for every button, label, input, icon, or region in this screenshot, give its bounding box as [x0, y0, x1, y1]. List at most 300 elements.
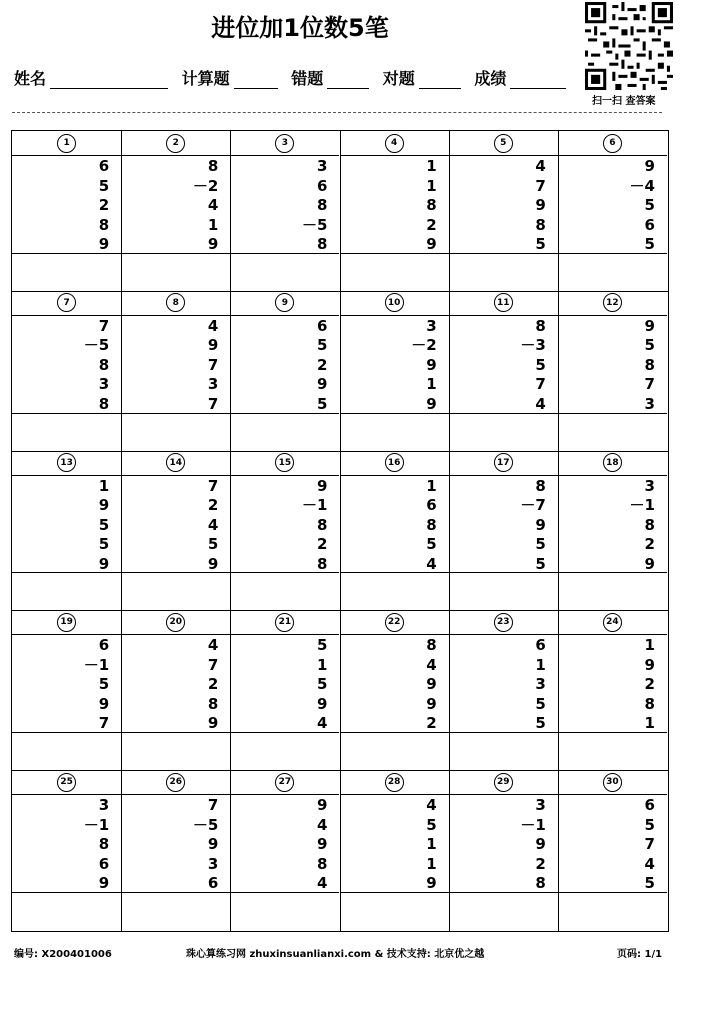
problem-number: 24 [603, 613, 622, 632]
problem-numbers [99, 477, 109, 575]
addend: 8 [98, 215, 110, 234]
addend: 9 [98, 694, 110, 713]
addend: 7 [207, 476, 219, 495]
addend: 5 [317, 675, 328, 694]
addend: －3 [520, 336, 546, 355]
addend: 4 [535, 394, 546, 413]
problem-card [230, 610, 339, 770]
problem-header [230, 291, 339, 316]
addend: －5 [302, 215, 328, 234]
answer-box[interactable] [230, 572, 339, 610]
addend: 1 [207, 215, 219, 234]
addend: 8 [644, 355, 655, 374]
addend: 9 [317, 476, 328, 495]
problem-numbers [645, 317, 655, 415]
problem-card [558, 770, 667, 930]
addend: －1 [83, 815, 110, 834]
addend: 2 [207, 496, 219, 515]
answer-box[interactable] [230, 253, 339, 291]
addend: 3 [644, 394, 655, 413]
problem-card [121, 291, 230, 451]
addend: 9 [426, 694, 437, 713]
addend: 4 [207, 316, 219, 335]
addend: 1 [426, 375, 437, 394]
addend: 5 [644, 874, 655, 893]
addend: 8 [317, 196, 328, 214]
problem-number: 30 [603, 773, 622, 792]
problem-numbers [84, 796, 109, 894]
addend: 8 [98, 394, 110, 413]
problem-header [12, 291, 121, 316]
problem-numbers [84, 636, 109, 734]
addend: 7 [535, 176, 546, 195]
answer-box[interactable] [121, 892, 230, 930]
problem-card [230, 291, 339, 451]
footer-page: 页码: 1/1 [617, 949, 663, 960]
problem-card [558, 610, 667, 770]
addend: 8 [317, 235, 328, 253]
problem-number: 27 [275, 773, 294, 792]
addend: 9 [644, 655, 655, 674]
problem-number: 15 [275, 453, 294, 472]
problem-numbers [426, 477, 436, 575]
addend: 8 [535, 215, 546, 234]
addend: 4 [426, 554, 437, 573]
problem-numbers [99, 157, 109, 255]
page-title: 进位加1位数5笔 [211, 14, 389, 42]
addend: 9 [317, 694, 328, 713]
addend: 6 [207, 874, 219, 893]
problem-number: 26 [166, 773, 185, 792]
total-questions-field[interactable] [234, 70, 278, 89]
addend: 2 [426, 714, 437, 733]
addend: 2 [317, 535, 328, 554]
addend: 5 [535, 235, 546, 253]
problem-header [12, 610, 121, 635]
addend: 2 [535, 854, 546, 873]
addend: 9 [207, 714, 219, 733]
addend: 3 [98, 375, 110, 394]
correct-label: 对题 [382, 69, 415, 88]
problem-header [558, 610, 667, 635]
answer-box[interactable] [558, 892, 667, 930]
addend: 4 [426, 655, 437, 674]
answer-box[interactable] [121, 572, 230, 610]
problem-header [558, 770, 667, 795]
problem-numbers [520, 477, 545, 575]
problem-card [340, 291, 449, 451]
addend: 5 [644, 196, 655, 214]
problem-header [340, 131, 449, 156]
problem-number: 21 [275, 613, 294, 632]
problem-number: 13 [57, 453, 76, 472]
addend: 8 [426, 515, 437, 534]
problem-number: 16 [385, 453, 404, 472]
problem-numbers [317, 796, 327, 894]
answer-box[interactable] [12, 253, 121, 291]
problem-grid [11, 130, 669, 932]
problem-header [558, 291, 667, 316]
addend: 9 [98, 235, 110, 253]
answer-box[interactable] [340, 732, 449, 770]
problem-header [121, 131, 230, 156]
addend: －7 [520, 496, 546, 515]
addend: 8 [98, 355, 110, 374]
problem-numbers [302, 157, 327, 255]
addend: 9 [644, 316, 655, 335]
name-label: 姓名 [14, 69, 47, 88]
addend: 2 [426, 215, 437, 234]
addend: －1 [520, 815, 546, 834]
answer-box[interactable] [230, 413, 339, 451]
addend: 7 [207, 655, 219, 674]
problem-header [12, 131, 121, 156]
problem-header [340, 770, 449, 795]
addend: 1 [426, 176, 437, 195]
addend: 8 [535, 874, 546, 893]
addend: －2 [192, 176, 219, 195]
problem-number: 6 [603, 134, 622, 153]
addend: 8 [644, 694, 655, 713]
addend: 7 [207, 355, 219, 374]
addend: 9 [426, 235, 437, 253]
addend: 8 [644, 515, 655, 534]
addend: 9 [317, 375, 328, 394]
problem-header [121, 291, 230, 316]
problem-numbers [208, 317, 218, 415]
addend: 5 [98, 535, 110, 554]
addend: 8 [535, 476, 546, 495]
footer-code: 编号: X200401006 [14, 949, 112, 960]
addend: 3 [207, 375, 219, 394]
addend: 1 [426, 157, 437, 175]
problem-header [558, 131, 667, 156]
problem-header [121, 770, 230, 795]
addend: 5 [98, 176, 110, 195]
answer-box[interactable] [340, 253, 449, 291]
score-label: 成绩 [474, 69, 507, 88]
addend: 6 [317, 316, 328, 335]
problem-number: 12 [603, 293, 622, 312]
problem-numbers [630, 477, 655, 575]
problem-numbers [426, 157, 436, 255]
name-field[interactable] [50, 70, 168, 89]
problem-number: 22 [385, 613, 404, 632]
problem-card [12, 451, 121, 611]
addend: 9 [207, 336, 219, 355]
addend: 7 [98, 714, 110, 733]
addend: 5 [426, 535, 437, 554]
addend: 5 [98, 675, 110, 694]
addend: 5 [317, 336, 328, 355]
addend: －5 [192, 815, 219, 834]
addend: 9 [426, 355, 437, 374]
addend: 4 [207, 636, 219, 655]
problem-card [12, 291, 121, 451]
addend: 8 [317, 554, 328, 573]
answer-box[interactable] [449, 732, 558, 770]
wrong-label: 错题 [291, 69, 324, 88]
addend: 3 [535, 796, 546, 815]
addend: 9 [644, 554, 655, 573]
addend: 4 [317, 874, 328, 893]
answer-box[interactable] [340, 413, 449, 451]
problem-card [230, 770, 339, 930]
problem-number: 4 [385, 134, 404, 153]
answer-box[interactable] [121, 253, 230, 291]
addend: －2 [411, 336, 437, 355]
addend: 9 [207, 835, 219, 854]
addend: 9 [207, 554, 219, 573]
addend: 5 [207, 535, 219, 554]
answer-box[interactable] [340, 892, 449, 930]
problem-card [449, 451, 558, 611]
addend: 7 [644, 835, 655, 854]
addend: 1 [535, 655, 546, 674]
problem-header [230, 770, 339, 795]
problem-card [340, 451, 449, 611]
problem-card [340, 131, 449, 291]
problem-number: 2 [166, 134, 185, 153]
addend: 3 [644, 476, 655, 495]
problem-numbers [426, 796, 436, 894]
addend: 8 [317, 515, 328, 534]
addend: 9 [535, 196, 546, 214]
addend: 1 [98, 476, 110, 495]
answer-box[interactable] [449, 572, 558, 610]
addend: 3 [98, 796, 110, 815]
answer-box[interactable] [230, 732, 339, 770]
addend: 5 [535, 714, 546, 733]
addend: －5 [83, 336, 110, 355]
addend: 9 [317, 835, 328, 854]
addend: 1 [426, 476, 437, 495]
problem-header [340, 610, 449, 635]
addend: 2 [644, 535, 655, 554]
answer-box[interactable] [558, 253, 667, 291]
problem-number: 9 [275, 293, 294, 312]
addend: 9 [426, 675, 437, 694]
cut-line-divider [12, 112, 662, 113]
addend: 5 [535, 554, 546, 573]
problem-numbers [317, 636, 327, 734]
problem-numbers [208, 636, 218, 734]
addend: 6 [644, 215, 655, 234]
addend: 6 [535, 636, 546, 655]
addend: 1 [426, 835, 437, 854]
problem-header [121, 451, 230, 476]
problem-header [121, 610, 230, 635]
answer-box[interactable] [12, 572, 121, 610]
addend: 4 [426, 796, 437, 815]
answer-box[interactable] [558, 572, 667, 610]
problem-numbers [535, 636, 545, 734]
problem-card [121, 131, 230, 291]
problem-card [121, 610, 230, 770]
addend: 5 [535, 535, 546, 554]
problem-number: 28 [385, 773, 404, 792]
problem-card [558, 451, 667, 611]
problem-number: 29 [494, 773, 513, 792]
addend: 9 [207, 235, 219, 253]
addend: －1 [629, 496, 655, 515]
problem-numbers [426, 636, 436, 734]
addend: 8 [98, 835, 110, 854]
answer-box[interactable] [340, 572, 449, 610]
problem-numbers [630, 157, 655, 255]
problem-header [12, 770, 121, 795]
correct-field[interactable] [419, 70, 461, 89]
addend: 7 [207, 394, 219, 413]
problem-header [558, 451, 667, 476]
problem-header [340, 451, 449, 476]
addend: －1 [83, 655, 110, 674]
scan-label: 扫一扫 查答案 [592, 96, 656, 107]
problem-numbers [302, 477, 327, 575]
answer-box[interactable] [449, 892, 558, 930]
problem-number: 23 [494, 613, 513, 632]
score-field[interactable] [510, 70, 566, 89]
answer-box[interactable] [558, 413, 667, 451]
addend: 1 [644, 714, 655, 733]
addend: 5 [98, 515, 110, 534]
addend: 9 [644, 157, 655, 175]
addend: 5 [644, 336, 655, 355]
addend: 6 [98, 636, 110, 655]
footer-site: 珠心算练习网 zhuxinsuanlianxi.com & 技术支持: 北京优之越 [186, 949, 485, 960]
problem-number: 19 [57, 613, 76, 632]
problem-numbers [193, 796, 218, 894]
answer-box[interactable] [558, 732, 667, 770]
problem-header [449, 610, 558, 635]
addend: 5 [535, 355, 546, 374]
problem-numbers [193, 157, 218, 255]
addend: 7 [98, 316, 110, 335]
addend: 2 [207, 675, 219, 694]
addend: 9 [98, 554, 110, 573]
addend: 5 [644, 235, 655, 253]
wrong-field[interactable] [327, 70, 369, 89]
addend: 7 [207, 796, 219, 815]
answer-box[interactable] [230, 892, 339, 930]
problem-number: 18 [603, 453, 622, 472]
addend: 1 [317, 655, 328, 674]
addend: 6 [98, 854, 110, 873]
addend: 6 [98, 157, 110, 175]
addend: 3 [317, 157, 328, 175]
problem-card [12, 610, 121, 770]
addend: 8 [535, 316, 546, 335]
addend: 8 [426, 636, 437, 655]
addend: 8 [207, 157, 219, 175]
addend: 4 [207, 515, 219, 534]
addend: 2 [644, 675, 655, 694]
qr-code-icon[interactable] [585, 2, 673, 90]
addend: 5 [426, 815, 437, 834]
addend: 3 [207, 854, 219, 873]
answer-box[interactable] [449, 253, 558, 291]
problem-number: 20 [166, 613, 185, 632]
problem-header [340, 291, 449, 316]
addend: 2 [98, 196, 110, 214]
student-info-fields [14, 66, 574, 89]
problem-card [449, 610, 558, 770]
addend: 4 [317, 815, 328, 834]
problem-numbers [645, 796, 655, 894]
answer-box[interactable] [12, 892, 121, 930]
addend: 1 [644, 636, 655, 655]
addend: 2 [317, 355, 328, 374]
addend: 7 [535, 375, 546, 394]
problem-header [230, 610, 339, 635]
addend: 9 [535, 835, 546, 854]
problem-header [230, 131, 339, 156]
problem-numbers [411, 317, 436, 415]
addend: 3 [426, 316, 437, 335]
problem-number: 14 [166, 453, 185, 472]
addend: 6 [644, 796, 655, 815]
problem-number: 3 [275, 134, 294, 153]
answer-box[interactable] [121, 413, 230, 451]
problem-number: 5 [494, 134, 513, 153]
addend: 9 [426, 874, 437, 893]
addend: 9 [426, 394, 437, 413]
addend: 6 [426, 496, 437, 515]
problem-card [340, 770, 449, 930]
problem-card [558, 131, 667, 291]
problem-header [449, 451, 558, 476]
problem-header [12, 451, 121, 476]
problem-header [449, 131, 558, 156]
addend: －4 [629, 176, 655, 195]
answer-box[interactable] [449, 413, 558, 451]
problem-number: 25 [57, 773, 76, 792]
problem-header [449, 291, 558, 316]
addend: 7 [644, 375, 655, 394]
addend: 3 [535, 675, 546, 694]
addend: 9 [317, 796, 328, 815]
problem-card [230, 131, 339, 291]
addend: 4 [535, 157, 546, 175]
addend: 1 [426, 854, 437, 873]
problem-header [230, 451, 339, 476]
total-questions-label: 计算题 [181, 69, 230, 88]
problem-card [12, 770, 121, 930]
addend: 4 [317, 714, 328, 733]
problem-card [12, 131, 121, 291]
answer-box[interactable] [12, 413, 121, 451]
addend: 9 [535, 515, 546, 534]
addend: 8 [426, 196, 437, 214]
addend: 8 [207, 694, 219, 713]
problem-number: 11 [494, 293, 513, 312]
problem-numbers [645, 636, 655, 734]
addend: －1 [302, 496, 328, 515]
problem-header [449, 770, 558, 795]
addend: 6 [317, 176, 328, 195]
problem-numbers [535, 157, 545, 255]
problem-numbers [520, 317, 545, 415]
addend: 5 [317, 394, 328, 413]
addend: 5 [644, 815, 655, 834]
answer-box[interactable] [121, 732, 230, 770]
addend: 8 [317, 854, 328, 873]
problem-numbers [208, 477, 218, 575]
problem-numbers [317, 317, 327, 415]
problem-card [449, 770, 558, 930]
problem-numbers [520, 796, 545, 894]
answer-box[interactable] [12, 732, 121, 770]
